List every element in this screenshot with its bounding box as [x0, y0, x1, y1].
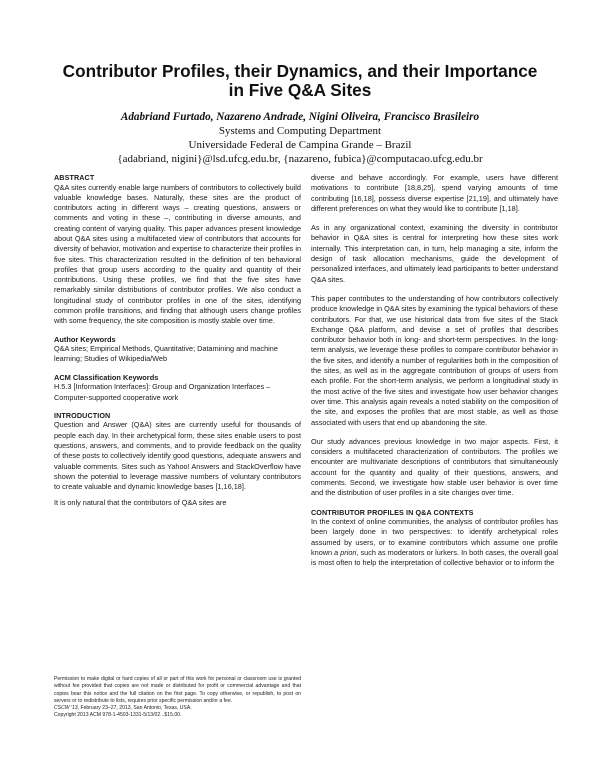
right-paragraph-3: This paper contributes to the understanding of how contributors collectively produce knowledge in Q&A sites by examining the typical behaviors of these contributors. For that, we use historical data from five sites of the Stack Exchange Q&A platform, and devise a set of profiles that describes contributor behavior both in long- and short-term perspectives. In the long-term analysis, we leverage these profiles to compare contributor behavior in the five sites, and identify a number of regularities both in the composition of the sites, as well as in the aggregate contribution of groups of users from each profile. For the short-term analysis, we perform a longitudinal study in the most active of the five sites and investigate how user behavior changes over time. This analysis again reveals a noted stability on the composition of the site, and exposes the profiles that are most stable, as well as those associated with users that end up abandoning the site.	[311, 293, 558, 427]
p5-end: , such as moderators or lurkers. In both cases, the overall goal is most often to help the interpretation of collective behavior or to inform the	[311, 548, 559, 568]
acm-classification-text: H.5.3 [Information Interfaces]: Group and Organization Interfaces – Computer-supported cooperative work	[54, 382, 271, 402]
right-paragraph-4: Our study advances previous knowledge in two major aspects. First, it considers a multifaceted characterization of contributors. The profiles we encounter are multivariate descriptions of contributors that simultaneously account for the quantity and quality of their questions, answers, and comments. Second, we investigate how stable user behavior is over time and the distribution of user profiles in a site changes over time.	[311, 436, 558, 498]
introduction-heading: INTRODUCTION	[54, 410, 111, 420]
title-line-2: in Five Q&A Sites	[228, 80, 372, 100]
p5-emphasis: a priori	[334, 548, 357, 557]
introduction-paragraph-2: It is only natural that the contributors of Q&A sites are	[54, 498, 227, 508]
permission-text: Permission to make digital or hard copies of all or part of this work for personal or classroom use is granted without fee provided that copies are not made or distributed for profit or commercial advantage and that copies bear this notice and the full citation on the first page. To copy otherwise, or republish, to post on servers or to redistribute to lists, requires prior specific permission and/or a fee.	[54, 676, 301, 704]
p5-start: In the context of online communities, the analysis of contributor profiles has been largely done in two perspectives: to identify archetypical roles assumed by users, or to examine contributors which assume one profile known	[311, 517, 558, 557]
affiliation-department: Systems and Computing Department	[218, 125, 382, 137]
right-paragraph-5	[311, 517, 558, 568]
acm-classification-heading: ACM Classification Keywords	[54, 372, 159, 382]
right-paragraph-1: diverse and behave accordingly. For example, users have different motivations to contribute [18,8,25], spend varying amounts of time contributing [16,18], possess diverse expertise [21,19], and ultimately have different preferences on what they would like to contribute [1,18].	[311, 173, 558, 213]
introduction-paragraph-1: Question and Answer (Q&A) sites are currently useful for thousands of people each day. In their archetypical form, these sites enable users to post questions, answers, and comments, and to provide feedback on the quality of these posts to collectively identify good questions, adequate answers and valuable comments. Sites such as Yahoo! Answers and StackOverflow have shown the potential to leverage massive numbers of voluntary contributors to create valuable and dynamic knowledge bases [1,16,18].	[54, 420, 301, 492]
author-list: Adabriand Furtado, Nazareno Andrade, Nigini Oliveira, Francisco Brasileiro	[120, 111, 480, 123]
venue-details: , February 23–27, 2013, San Antonio, Texas, USA.	[77, 705, 192, 712]
keywords-text: Q&A sites; Empirical Methods, Quantitative; Datamining and machine learning; Studies of Wikipedia/Web	[54, 344, 278, 364]
paper-title	[40, 62, 560, 100]
keywords-heading: Author Keywords	[54, 334, 116, 344]
venue-name: CSCW '13	[54, 705, 78, 712]
affiliation-university: Universidade Federal de Campina Grande – Brazil	[188, 139, 412, 151]
abstract-heading: ABSTRACT	[54, 173, 95, 182]
left-column	[54, 173, 301, 509]
affiliation-emails: {adabriand, nigini}@lsd.ufcg.edu.br, {nazareno, fubica}@computacao.ufcg.edu.br	[117, 153, 483, 165]
copyright-line: Copyright 2013 ACM 978-1-4503-1331-5/13/02...$15.00.	[54, 712, 182, 719]
abstract-text: Q&A sites currently enable large numbers of contributors to collectively build valuable knowledge bases. Naturally, these sites are the product of contributors acting in different ways – creating questions, answers or comments and voting in these –, contributing in diverse amounts, and creating content of varying quality. This paper advances present knowledge about Q&A sites using a multifaceted view of contributors that accounts for diversity of behavior, motivation and expertise to characterize their profiles in five sites. This characterization resulted in the definition of ten behavioral profiles that group users according to the quality and quantity of their contributions. Using these profiles, we find that the five sites have remarkably similar distributions of contributor profiles. We also conduct a longitudinal study of contributor profiles in one of the sites, identifying common profile transitions, and finding that although users change profiles with some frequency, the site composition is mostly stable over time.	[54, 182, 302, 326]
right-column	[311, 173, 558, 569]
right-paragraph-2: As in any organizational context, examining the diversity in contributor behavior in Q&A sites is central for interpreting how these sites work internally. This interpretation can, in turn, help managing a site, inform the design of task allocation mechanisms, guide the development of personalized interfaces, and ultimately lead participants to better understand Q&A sites.	[311, 223, 558, 284]
contributor-profiles-heading: CONTRIBUTOR PROFILES IN Q&A CONTEXTS	[311, 507, 474, 517]
copyright-notice	[54, 676, 301, 720]
title-line-1: Contributor Profiles, their Dynamics, and their Importance	[62, 61, 538, 81]
